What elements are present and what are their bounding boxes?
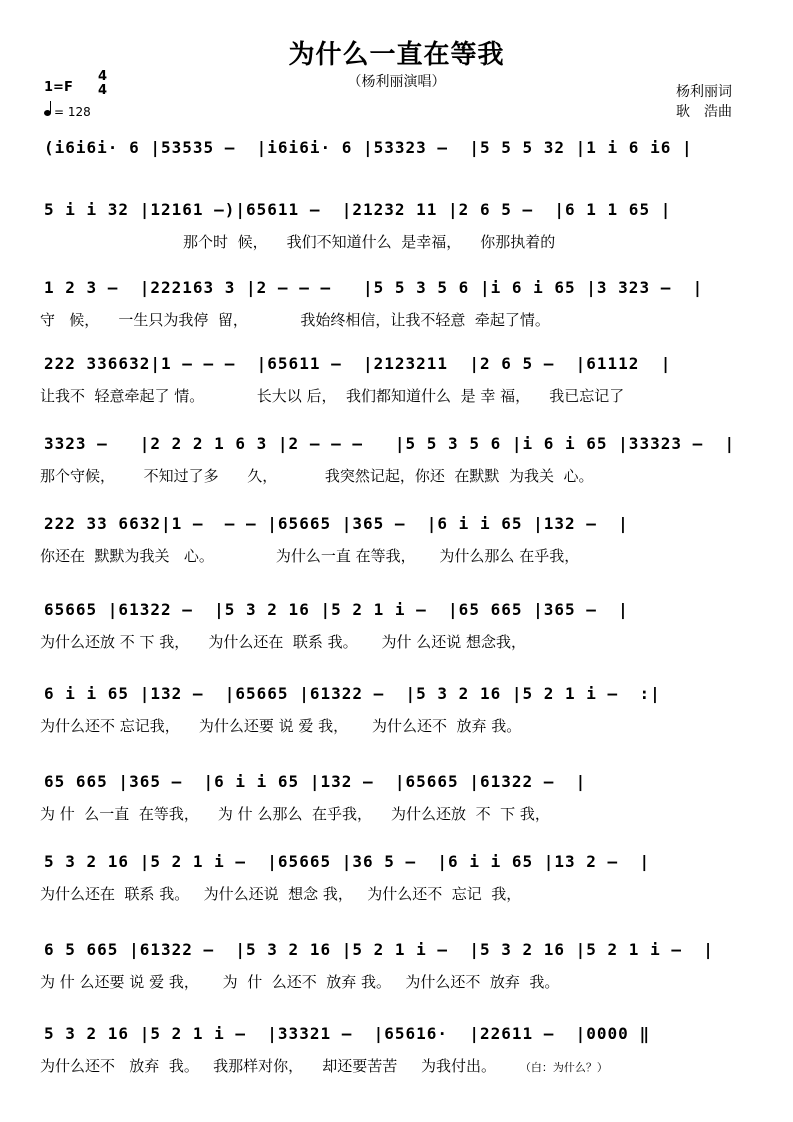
lyrics: 为什么还在 联系 我。 为什么还说 想念 我， 为什么还不 忘记 我， — [40, 885, 522, 903]
lyrics: 那个时 候， 我们不知道什么 是幸福， 你那执着的 — [40, 233, 556, 251]
key-signature: 1=F — [44, 80, 73, 95]
notes: 3323 – |2 2 2 1 6 3 |2 – – – |5 5 3 5 6 |i 6 i 65 |33323 – | — [44, 434, 736, 453]
lyrics: 为 什 么还要 说 爱 我， 为 什 么还不 放弃 我。 为什么还不 放弃 我。 — [40, 973, 560, 991]
score-line-9 — [0, 772, 793, 832]
tempo-value: = 128 — [54, 105, 91, 119]
lyrics: 守 候， 一生只为我停 留， 我始终相信，让我不轻意 牵起了情。 — [40, 311, 550, 329]
notes: 5 3 2 16 |5 2 1 i – |33321 – |65616· |22611 – |0000 ‖ — [44, 1024, 651, 1043]
score-line-2 — [0, 200, 793, 260]
lyrics: 为什么还不 忘记我， 为什么还要 说 爱 我， 为什么还不 放弃 我。 — [40, 717, 522, 735]
notes: 65 665 |365 – |6 i i 65 |132 – |65665 |61322 – | — [44, 772, 587, 791]
score-line-11 — [0, 940, 793, 1000]
spoken-end-note: （白：为什么？） — [519, 1061, 608, 1074]
notes: 222 33 6632|1 – – – |65665 |365 – |6 i i 65 |132 – | — [44, 514, 629, 533]
performer-subtitle: （杨利丽演唱） — [347, 74, 446, 90]
time-signature-top: 4 — [98, 69, 108, 84]
score-line-4 — [0, 354, 793, 414]
song-title: 为什么一直在等我 — [288, 40, 505, 70]
tempo-marking — [44, 105, 91, 119]
lyrics: 为 什 么一直 在等我， 为 什 么那么 在乎我， 为什么还放 不 下 我， — [40, 805, 550, 823]
lyrics — [40, 1055, 760, 1076]
composer: 耿 浩曲 — [676, 104, 732, 120]
notes: 65665 |61322 – |5 3 2 16 |5 2 1 i – |65 665 |365 – | — [44, 600, 629, 619]
score-line-10 — [0, 852, 793, 912]
lyricist: 杨利丽词 — [676, 84, 732, 100]
notes: 5 3 2 16 |5 2 1 i – |65665 |36 5 – |6 i i 65 |13 2 – | — [44, 852, 651, 871]
lyrics: 那个守候， 不知过了多 久， 我突然记起，你还 在默默 为我关 心。 — [40, 467, 594, 485]
credits — [676, 82, 732, 122]
notes: 6 5 665 |61322 – |5 3 2 16 |5 2 1 i – |5 3 2 16 |5 2 1 i – | — [44, 940, 714, 959]
notes: 1 2 3 – |222163 3 |2 – – – |5 5 3 5 6 |i 6 i 65 |3 323 – | — [44, 278, 704, 297]
notes: 222 336632|1 – – – |65611 – |2123211 |2 6 5 – |61112 | — [44, 354, 672, 373]
score-line-12 — [0, 1024, 793, 1084]
notes: 6 i i 65 |132 – |65665 |61322 – |5 3 2 16 |5 2 1 i – :| — [44, 684, 661, 703]
time-signature — [98, 70, 107, 98]
time-signature-bottom: 4 — [98, 83, 108, 98]
quarter-note-icon — [44, 110, 51, 116]
notes: (i6i6i· 6 |53535 – |i6i6i· 6 |53323 – |5 5 5 32 |1 i 6 i6 | — [44, 138, 693, 157]
score-line-1 — [0, 138, 793, 198]
score-line-3 — [0, 278, 793, 338]
score-line-8 — [0, 684, 793, 744]
notes: 5 i i 32 |12161 –)|65611 – |21232 11 |2 6 5 – |6 1 1 65 | — [44, 200, 672, 219]
score-line-6 — [0, 514, 793, 574]
score-line-7 — [0, 600, 793, 660]
score-line-5 — [0, 434, 793, 494]
lyrics: 你还在 默默为我关 心。 为什么一直 在等我， 为什么那么 在乎我， — [40, 547, 580, 565]
lyrics: 让我不 轻意牵起了 情。 长大以 后， 我们都知道什么 是 幸 福， 我已忘记了 — [40, 387, 625, 405]
lyrics: 为什么还放 不 下 我， 为什么还在 联系 我。 为什 么还说 想念我， — [40, 633, 527, 651]
lyrics-text: 为什么还不 放弃 我。 我那样对你， 却还要苦苦 为我付出。 — [40, 1057, 497, 1075]
